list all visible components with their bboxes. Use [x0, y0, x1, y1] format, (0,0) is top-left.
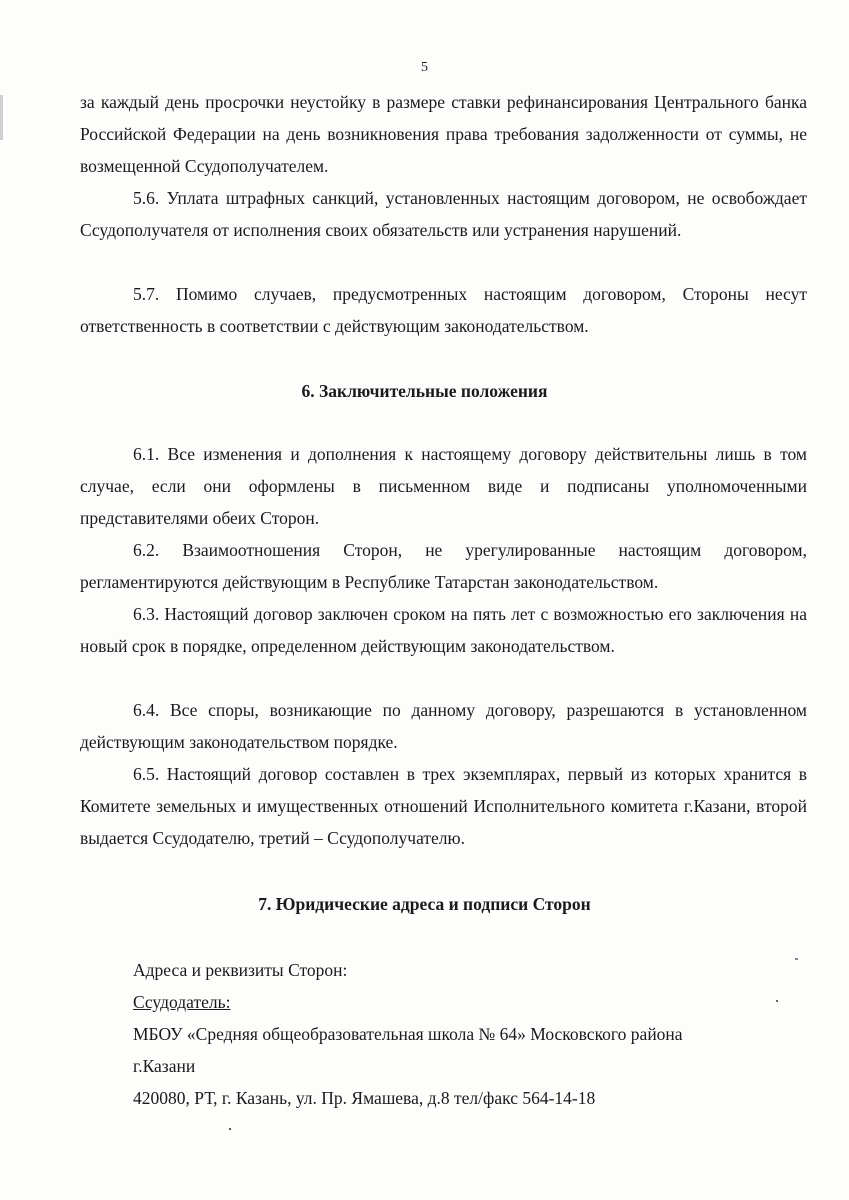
section-6-heading: 6. Заключительные положения	[301, 381, 548, 401]
lender-label: Ссудодатель:	[133, 992, 231, 1012]
lender-address: 420080, РТ, г. Казань, ул. Пр. Ямашева, д.8 тел/факс 564-14-18	[133, 1088, 596, 1108]
scan-dot	[795, 958, 798, 960]
clause-6-1: 6.1. Все изменения и дополнения к настоящему договору действительны лишь в том случае, если они оформлены в письменном виде и подписаны уполномоченными представителями обеих Сторон.	[80, 444, 807, 528]
scan-edge-mark	[0, 95, 3, 140]
clause-6-3: 6.3. Настоящий договор заключен сроком на пять лет с возможностью его заключения на новый срок в порядке, определенном действующим законодательством.	[80, 604, 807, 656]
paragraph-continuation: за каждый день просрочки неустойку в размере ставки рефинансирования Центрального банка Российской Федерации на день возникновения права требования задолженности от суммы, не возмещенной Ссудополучателем.	[80, 92, 807, 176]
addresses-label: Адреса и реквизиты Сторон:	[133, 960, 348, 980]
clause-6-4: 6.4. Все споры, возникающие по данному договору, разрешаются в установленном действующим законодательством порядке.	[80, 700, 807, 752]
clause-5-6: 5.6. Уплата штрафных санкций, установленных настоящим договором, не освобождает Ссудополучателя от исполнения своих обязательств или устранения нарушений.	[80, 188, 807, 240]
lender-name-line1: МБОУ «Средняя общеобразовательная школа № 64» Московского района	[133, 1024, 683, 1044]
clause-6-5: 6.5. Настоящий договор составлен в трех экземплярах, первый из которых хранится в Комитете земельных и имущественных отношений Исполнительного комитета г.Казани, второй выдается Ссудодателю, третий – Ссудополучателю.	[80, 764, 807, 848]
section-7-heading: 7. Юридические адреса и подписи Сторон	[258, 894, 591, 914]
lender-name-line2: г.Казани	[133, 1056, 196, 1076]
clause-5-7: 5.7. Помимо случаев, предусмотренных настоящим договором, Стороны несут ответственность в соответствии с действующим законодательством.	[80, 284, 807, 336]
page-number: 5	[421, 60, 428, 75]
scan-dot	[229, 1128, 231, 1130]
scan-dot	[776, 1000, 778, 1002]
clause-6-2: 6.2. Взаимоотношения Сторон, не урегулированные настоящим договором, регламентируются действующим в Республике Татарстан законодательством.	[80, 540, 807, 592]
